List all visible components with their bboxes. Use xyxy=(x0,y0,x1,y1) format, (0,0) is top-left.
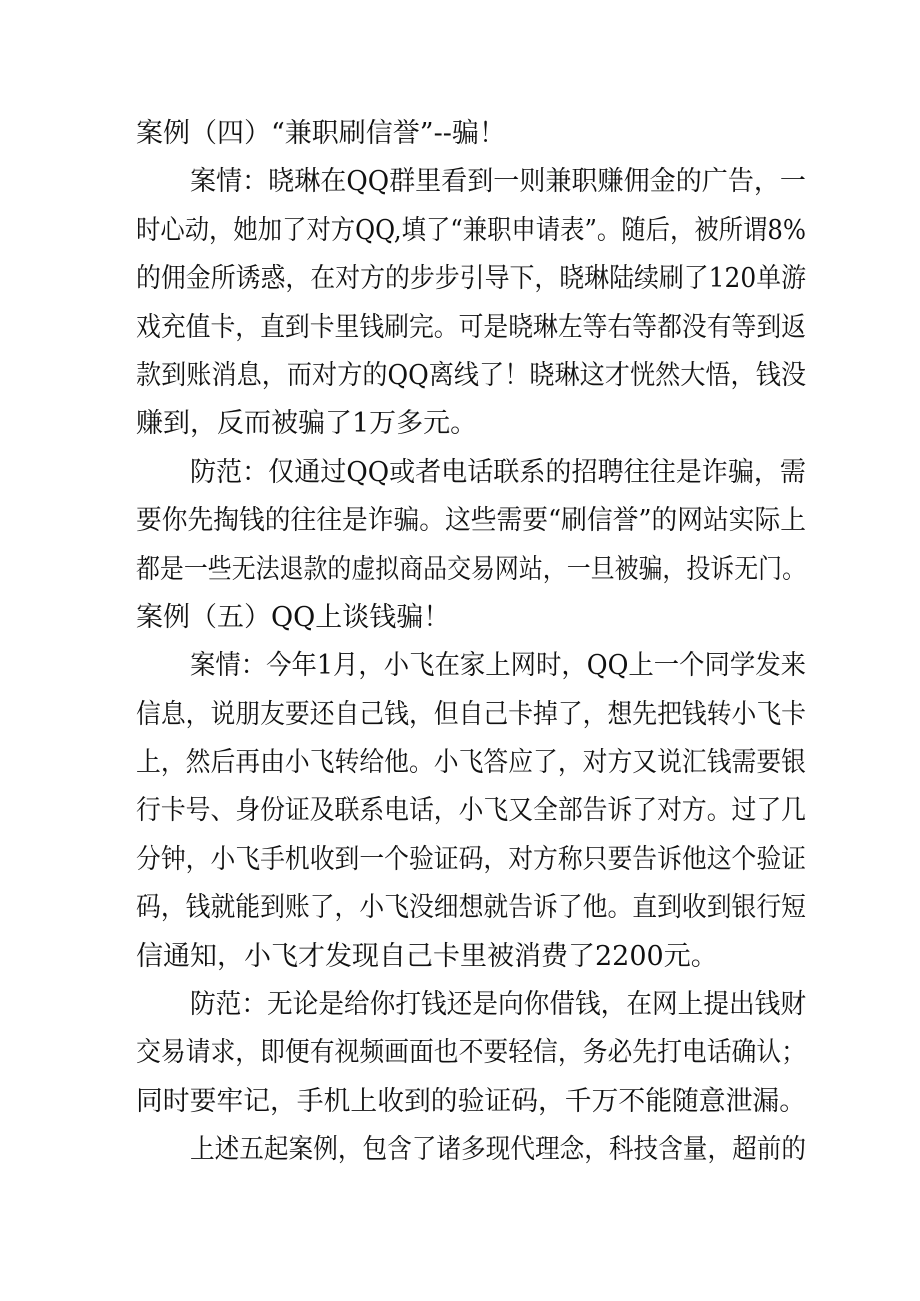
text-line: 防范：无论是给你打钱还是向你借钱，在网上提出钱财 xyxy=(190,989,806,1021)
text-line: 上，然后再由小飞转给他。小飞答应了，对方又说汇钱需要银 xyxy=(136,747,806,779)
text-line: 分钟，小飞手机收到一个验证码，对方称只要告诉他这个验证 xyxy=(136,843,806,875)
text-line: 案例（四）“兼职刷信誉”--骗！ xyxy=(136,118,506,149)
text-line: 时心动，她加了对方QQ,填了“兼职申请表”。随后，被所谓8% xyxy=(136,214,806,246)
text-line: 赚到，反而被骗了1万多元。 xyxy=(136,408,478,440)
text-line: 戏充值卡，直到卡里钱刷完。可是晓琳左等右等都没有等到返 xyxy=(136,311,806,343)
text-line: 案情：晓琳在QQ群里看到一则兼职赚佣金的广告，一 xyxy=(190,166,806,198)
text-line: 都是一些无法退款的虚拟商品交易网站，一旦被骗，投诉无门。 xyxy=(136,553,806,585)
text-line: 同时要牢记，手机上收到的验证码，千万不能随意泄漏。 xyxy=(136,1085,806,1117)
text-line: 行卡号、身份证及联系电话，小飞又全部告诉了对方。过了几 xyxy=(136,795,806,827)
text-line: 上述五起案例，包含了诸多现代理念，科技含量，超前的 xyxy=(190,1134,806,1166)
text-line: 的佣金所诱惑，在对方的步步引导下，晓琳陆续刷了120单游 xyxy=(136,263,806,295)
text-line: 案例（五）QQ上谈钱骗！ xyxy=(136,601,451,633)
text-line: 交易请求，即便有视频画面也不要轻信，务必先打电话确认； xyxy=(136,1037,806,1069)
document-body-text xyxy=(136,110,806,1175)
text-line: 防范：仅通过QQ或者电话联系的招聘往往是诈骗，需 xyxy=(190,456,806,488)
text-line: 码，钱就能到账了，小飞没细想就告诉了他。直到收到银行短 xyxy=(136,892,806,924)
text-line: 要你先掏钱的往往是诈骗。这些需要“刷信誉”的网站实际上 xyxy=(136,505,806,537)
text-line: 款到账消息，而对方的QQ离线了！晓琳这才恍然大悟，钱没 xyxy=(136,359,806,391)
text-line: 信息，说朋友要还自己钱，但自己卡掉了，想先把钱转小飞卡 xyxy=(136,698,806,730)
text-line: 信通知，小飞才发现自己卡里被消费了2200元。 xyxy=(136,940,718,972)
text-line: 案情：今年1月，小飞在家上网时，QQ上一个同学发来 xyxy=(190,650,806,682)
